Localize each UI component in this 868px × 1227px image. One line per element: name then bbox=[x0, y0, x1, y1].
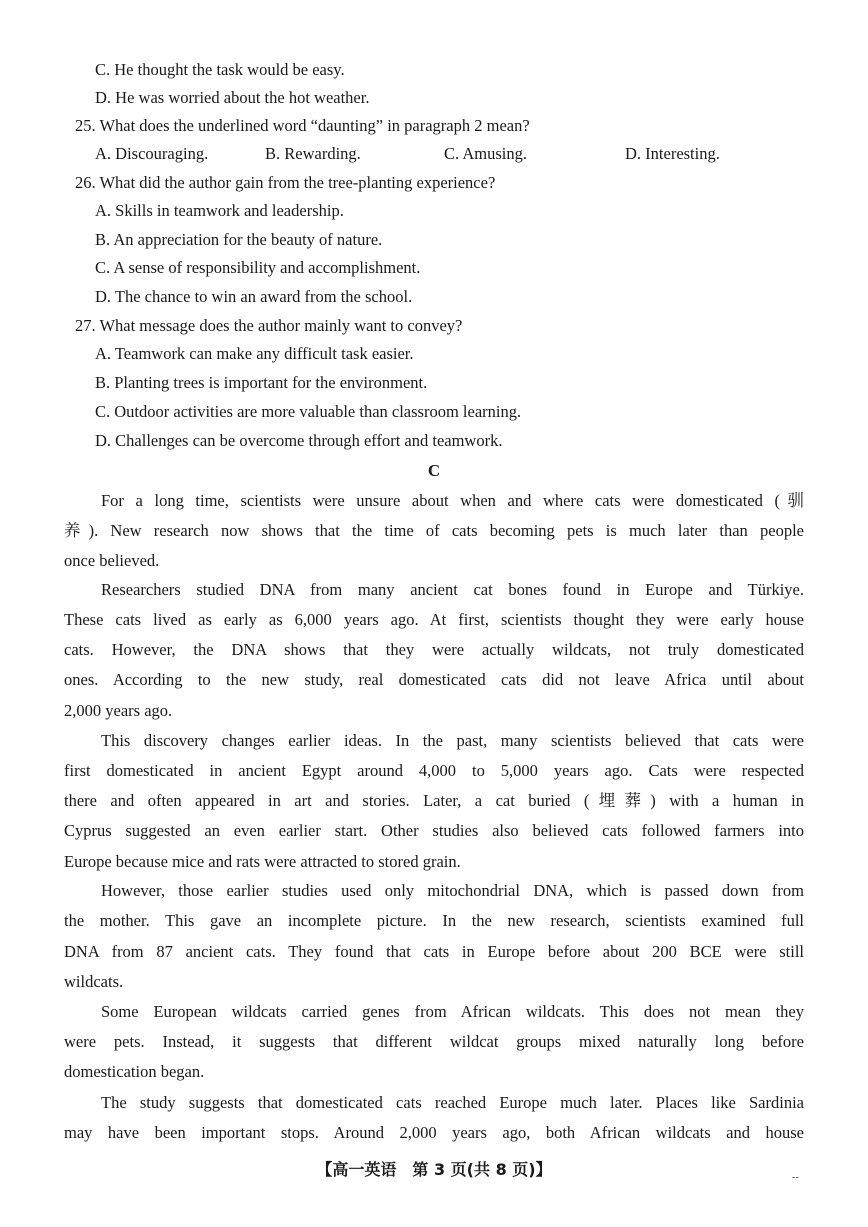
q25-option-a: A. Discouraging. bbox=[95, 144, 209, 163]
q27-option-c: C. Outdoor activities are more valuable than classroom learning. bbox=[95, 402, 522, 421]
passage-line: Researchers studied DNA from many ancient cat bones found in Europe and Türkiye. bbox=[101, 580, 804, 599]
passage-line: For a long time, scientists were unsure about when and where cats were domesticated (驯 bbox=[101, 491, 804, 510]
q27-stem: 27. What message does the author mainly want to convey? bbox=[75, 316, 463, 335]
q26-option-c: C. A sense of responsibility and accomplishment. bbox=[95, 258, 421, 277]
passage-line: were pets. Instead, it suggests that different wildcat groups mixed naturally long before bbox=[64, 1032, 804, 1051]
q25-option-c: C. Amusing. bbox=[444, 144, 527, 163]
passage-line: once believed. bbox=[64, 551, 160, 570]
q25-options bbox=[95, 146, 755, 163]
passage-line: These cats lived as early as 6,000 years ago. At first, scientists thought they were early house bbox=[64, 610, 804, 629]
passage-line: cats. However, the DNA shows that they were actually wildcats, not truly domesticated bbox=[64, 640, 804, 659]
passage-line: DNA from 87 ancient cats. They found that cats in Europe before about 200 BCE were still bbox=[64, 942, 804, 961]
q25-stem: 25. What does the underlined word “daunting” in paragraph 2 mean? bbox=[75, 116, 530, 135]
q26-option-d: D. The chance to win an award from the school. bbox=[95, 287, 413, 306]
q26-option-a: A. Skills in teamwork and leadership. bbox=[95, 201, 344, 220]
passage-line: 养). New research now shows that the time of cats becoming pets is much later than people bbox=[64, 521, 804, 540]
passage-line: However, those earlier studies used only mitochondrial DNA, which is passed down from bbox=[101, 881, 804, 900]
passage-line: This discovery changes earlier ideas. In the past, many scientists believed that cats were bbox=[101, 731, 804, 750]
passage-line: the mother. This gave an incomplete picture. In the new research, scientists examined full bbox=[64, 911, 804, 930]
q24-option-d: D. He was worried about the hot weather. bbox=[95, 88, 370, 107]
q25-option-b: B. Rewarding. bbox=[265, 144, 361, 163]
q24-option-c: C. He thought the task would be easy. bbox=[95, 60, 345, 79]
q25-option-d: D. Interesting. bbox=[625, 144, 720, 163]
passage-line: Cyprus suggested an even earlier start. Other studies also believed cats followed farmers into bbox=[64, 821, 804, 840]
passage-line: may have been important stops. Around 2,000 years ago, both African wildcats and house bbox=[64, 1123, 804, 1142]
passage-line: 2,000 years ago. bbox=[64, 701, 173, 720]
q27-option-d: D. Challenges can be overcome through effort and teamwork. bbox=[95, 431, 503, 450]
page-footer: 【高一英语 第 3 页(共 8 页)】 bbox=[316, 1160, 552, 1179]
passage-line: The study suggests that domesticated cats reached Europe much later. Places like Sardinia bbox=[101, 1093, 804, 1112]
passage-line: first domesticated in ancient Egypt around 4,000 to 5,000 years ago. Cats were respected bbox=[64, 761, 804, 780]
section-heading: C bbox=[427, 461, 441, 480]
q26-option-b: B. An appreciation for the beauty of nature. bbox=[95, 230, 383, 249]
corner-mark: -- bbox=[792, 1172, 799, 1183]
passage-line: Some European wildcats carried genes from African wildcats. This does not mean they bbox=[101, 1002, 804, 1021]
passage-line: there and often appeared in art and stories. Later, a cat buried (埋葬) with a human in bbox=[64, 791, 804, 810]
passage-line: ones. According to the new study, real domesticated cats did not leave Africa until about bbox=[64, 670, 804, 689]
passage-line: domestication began. bbox=[64, 1062, 205, 1081]
q26-stem: 26. What did the author gain from the tree-planting experience? bbox=[75, 173, 496, 192]
q27-option-a: A. Teamwork can make any difficult task easier. bbox=[95, 344, 414, 363]
passage-line: wildcats. bbox=[64, 972, 124, 991]
passage-line: Europe because mice and rats were attracted to stored grain. bbox=[64, 852, 461, 871]
q27-option-b: B. Planting trees is important for the environment. bbox=[95, 373, 428, 392]
